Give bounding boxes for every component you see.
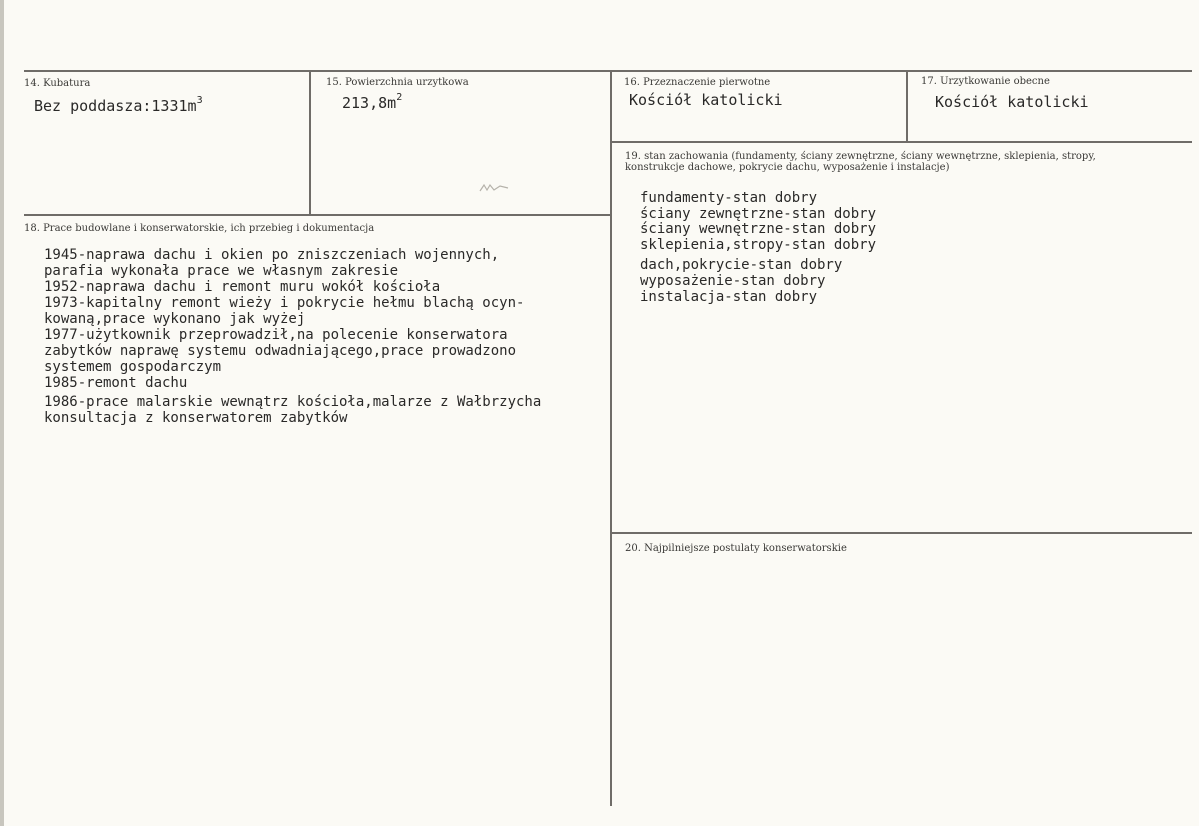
condition-line: dach,pokrycie-stan dobry — [640, 257, 843, 273]
top-rule — [24, 70, 1192, 72]
works-line: 1986-prace malarskie wewnątrz kościoła,malarze z Wałbrzycha — [44, 394, 542, 410]
condition-line: sklepienia,stropy-stan dobry — [640, 237, 877, 253]
works-line: 1977-użytkownik przeprowadził,na polecenie konserwatora — [44, 327, 508, 343]
field-20-label: 20. Najpilniejsze postulaty konserwatorskie — [625, 543, 847, 554]
works-line: 1985-remont dachu — [44, 375, 188, 391]
condition-line: fundamenty-stan dobry — [640, 190, 818, 206]
works-line: konsultacja z konserwatorem zabytków — [44, 410, 348, 426]
field-17-value: Kościół katolicki — [935, 93, 1089, 111]
field-16-value: Kościół katolicki — [629, 91, 783, 109]
cubature-unit-exponent: 3 — [196, 95, 203, 106]
condition-line: instalacja-stan dobry — [640, 289, 818, 305]
cubature-value: Bez poddasza:1331m — [34, 97, 197, 115]
field-14-label: 14. Kubatura — [24, 78, 91, 89]
works-line: kowaną,prace wykonano jak wyżej — [44, 311, 306, 327]
rule-under-16-17 — [611, 141, 1192, 143]
rule-under-14-15 — [24, 214, 611, 216]
works-line: parafia wykonała prace we własnym zakresie — [44, 263, 399, 279]
works-line: 1973-kapitalny remont wieży i pokrycie hełmu blachą ocyn- — [44, 295, 525, 311]
condition-line: wyposażenie-stan dobry — [640, 273, 826, 289]
condition-line: ściany zewnętrzne-stan dobry — [640, 206, 877, 222]
works-line: 1945-naprawa dachu i okien po zniszczeniach wojennych, — [44, 247, 500, 263]
field-15-value — [342, 92, 403, 112]
condition-line: ściany wewnętrzne-stan dobry — [640, 221, 877, 237]
works-line: systemem gospodarczym — [44, 359, 222, 375]
field-18-label: 18. Prace budowlane i konserwatorskie, ich przebieg i dokumentacja — [24, 223, 375, 234]
field-19-label: 19. stan zachowania (fundamenty, ściany zewnętrzne, ściany wewnętrzne, sklepienia, stropy, konstrukcje dachowe, pokrycie dachu, wyposażenie i instalacje) — [625, 151, 1096, 173]
field-16-label: 16. Przeznaczenie pierwotne — [624, 77, 771, 88]
works-line: zabytków naprawę systemu odwadniającego,prace prowadzono — [44, 343, 517, 359]
area-unit-exponent: 2 — [396, 92, 403, 103]
field-17-label: 17. Urzytkowanie obecne — [921, 76, 1050, 87]
divider-left-right — [610, 70, 612, 806]
field-14-value — [34, 95, 203, 115]
rule-under-19 — [611, 532, 1192, 534]
area-value: 213,8m — [342, 94, 397, 112]
field-15-label: 15. Powierzchnia urzytkowa — [326, 77, 469, 88]
divider-14-15 — [309, 70, 311, 215]
divider-16-17 — [906, 70, 908, 142]
works-line: 1952-naprawa dachu i remont muru wokół kościoła — [44, 279, 441, 295]
pencil-mark-icon — [478, 182, 510, 192]
